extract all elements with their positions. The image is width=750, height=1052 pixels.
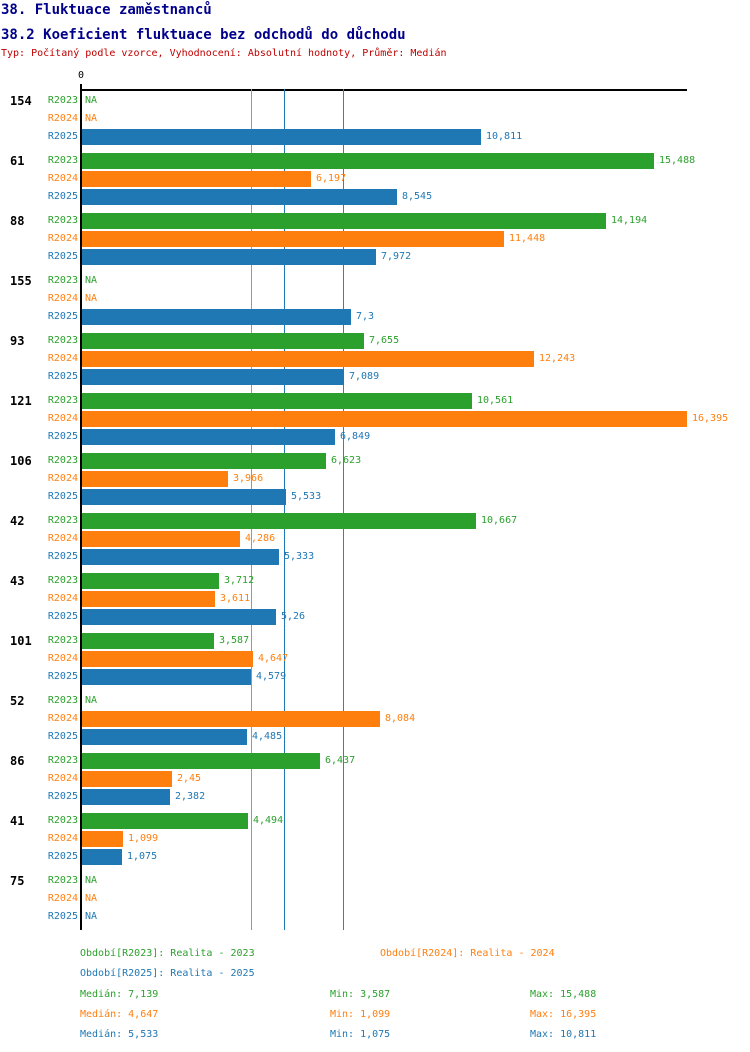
group-id-label: 154	[10, 94, 32, 108]
bar-R2024	[82, 651, 253, 667]
stat-min-1: Min: 1,099	[330, 1009, 391, 1020]
group-id-label: 106	[10, 454, 32, 468]
bar-row	[0, 890, 750, 908]
series-label-R2024: R2024	[47, 833, 78, 844]
bar-R2024	[82, 351, 534, 367]
bar-value-label: 16,395	[692, 413, 729, 424]
bar-row	[0, 428, 750, 446]
bar-R2024	[82, 171, 311, 187]
bar-value-label: 6,623	[331, 455, 362, 466]
stat-max-2: Max: 10,811	[530, 1029, 597, 1040]
bar-row	[0, 110, 750, 128]
bar-R2025	[82, 729, 247, 745]
bar-value-label: 2,45	[177, 773, 202, 784]
bar-value-label: 1,099	[128, 833, 159, 844]
bar-value-label: 4,579	[256, 671, 287, 682]
bar-row	[0, 350, 750, 368]
series-label-R2023: R2023	[47, 635, 78, 646]
na-value-label: NA	[85, 275, 98, 286]
group-id-label: 43	[10, 574, 25, 588]
legend-item-0: Období[R2023]: Realita - 2023	[80, 948, 255, 959]
bar-row	[0, 452, 750, 470]
bar-value-label: 3,966	[233, 473, 264, 484]
bar-group-101	[0, 632, 750, 686]
bar-value-label: 6,437	[325, 755, 356, 766]
bar-row	[0, 692, 750, 710]
bar-R2023	[82, 513, 476, 529]
stat-min-2: Min: 1,075	[330, 1029, 391, 1040]
bar-row	[0, 608, 750, 626]
bar-group-154	[0, 92, 750, 146]
series-label-R2024: R2024	[47, 233, 78, 244]
series-label-R2024: R2024	[47, 653, 78, 664]
bar-R2023	[82, 453, 326, 469]
series-label-R2024: R2024	[47, 713, 78, 724]
group-id-label: 75	[10, 874, 25, 888]
na-value-label: NA	[85, 875, 98, 886]
bar-row	[0, 872, 750, 890]
bar-group-106	[0, 452, 750, 506]
series-label-R2025: R2025	[47, 311, 78, 322]
bar-value-label: 7,089	[349, 371, 380, 382]
bar-value-label: 4,647	[258, 653, 289, 664]
series-label-R2024: R2024	[47, 473, 78, 484]
bar-row	[0, 332, 750, 350]
bar-value-label: 4,286	[245, 533, 276, 544]
group-id-label: 52	[10, 694, 25, 708]
bar-R2023	[82, 213, 606, 229]
bar-row	[0, 308, 750, 326]
series-label-R2023: R2023	[47, 815, 78, 826]
legend-item-1: Období[R2024]: Realita - 2024	[380, 948, 555, 959]
bar-value-label: 15,488	[659, 155, 696, 166]
bar-row	[0, 830, 750, 848]
series-label-R2025: R2025	[47, 611, 78, 622]
na-value-label: NA	[85, 893, 98, 904]
na-value-label: NA	[85, 911, 98, 922]
bar-group-155	[0, 272, 750, 326]
bar-row	[0, 410, 750, 428]
bar-row	[0, 548, 750, 566]
stat-max-1: Max: 16,395	[530, 1009, 597, 1020]
bar-R2025	[82, 429, 335, 445]
bar-value-label: 7,3	[356, 311, 375, 322]
bar-value-label: 3,611	[220, 593, 251, 604]
page-subtitle: 38.2 Koeficient fluktuace bez odchodů do důchodu	[1, 27, 406, 43]
series-label-R2025: R2025	[47, 851, 78, 862]
bar-value-label: 8,545	[402, 191, 433, 202]
series-label-R2024: R2024	[47, 893, 78, 904]
bar-value-label: 7,972	[381, 251, 412, 262]
bar-row	[0, 848, 750, 866]
series-label-R2025: R2025	[47, 731, 78, 742]
series-label-R2025: R2025	[47, 191, 78, 202]
bar-R2025	[82, 249, 376, 265]
bar-R2023	[82, 333, 364, 349]
series-label-R2025: R2025	[47, 491, 78, 502]
bar-row	[0, 470, 750, 488]
bar-value-label: 5,26	[281, 611, 306, 622]
bar-R2024	[82, 471, 228, 487]
stat-median-2: Medián: 5,533	[80, 1029, 159, 1040]
bar-value-label: 3,587	[219, 635, 250, 646]
series-label-R2025: R2025	[47, 791, 78, 802]
series-label-R2024: R2024	[47, 173, 78, 184]
bar-R2025	[82, 789, 170, 805]
bar-row	[0, 908, 750, 926]
series-label-R2024: R2024	[47, 773, 78, 784]
bar-R2025	[82, 189, 397, 205]
series-label-R2023: R2023	[47, 575, 78, 586]
bar-R2025	[82, 609, 276, 625]
group-id-label: 101	[10, 634, 32, 648]
bar-chart-rows	[0, 92, 750, 932]
chart-info-line: Typ: Počítaný podle vzorce, Vyhodnocení: Absolutní hodnoty, Průměr: Medián	[1, 48, 447, 59]
bar-group-42	[0, 512, 750, 566]
na-value-label: NA	[85, 695, 98, 706]
bar-value-label: 10,811	[486, 131, 523, 142]
bar-group-75	[0, 872, 750, 926]
bar-row	[0, 230, 750, 248]
bar-value-label: 7,655	[369, 335, 400, 346]
bar-R2025	[82, 489, 286, 505]
bar-row	[0, 668, 750, 686]
series-label-R2024: R2024	[47, 353, 78, 364]
bar-row	[0, 368, 750, 386]
group-id-label: 42	[10, 514, 25, 528]
bar-row	[0, 248, 750, 266]
bar-R2024	[82, 771, 172, 787]
bar-row	[0, 710, 750, 728]
bar-row	[0, 170, 750, 188]
bar-value-label: 10,667	[481, 515, 518, 526]
series-label-R2025: R2025	[47, 131, 78, 142]
bar-group-41	[0, 812, 750, 866]
bar-row	[0, 392, 750, 410]
bar-group-88	[0, 212, 750, 266]
bar-R2025	[82, 369, 344, 385]
bar-R2025	[82, 669, 251, 685]
bar-group-61	[0, 152, 750, 206]
bar-group-52	[0, 692, 750, 746]
series-label-R2023: R2023	[47, 335, 78, 346]
series-label-R2023: R2023	[47, 95, 78, 106]
series-label-R2023: R2023	[47, 215, 78, 226]
bar-value-label: 3,712	[224, 575, 255, 586]
series-label-R2025: R2025	[47, 371, 78, 382]
series-label-R2024: R2024	[47, 533, 78, 544]
bar-value-label: 5,333	[284, 551, 315, 562]
bar-value-label: 12,243	[539, 353, 576, 364]
bar-group-86	[0, 752, 750, 806]
series-label-R2024: R2024	[47, 413, 78, 424]
bar-R2024	[82, 711, 380, 727]
bar-value-label: 14,194	[611, 215, 648, 226]
bar-R2025	[82, 129, 481, 145]
group-id-label: 121	[10, 394, 32, 408]
series-label-R2023: R2023	[47, 875, 78, 886]
group-id-label: 88	[10, 214, 25, 228]
bar-row	[0, 728, 750, 746]
bar-R2025	[82, 549, 279, 565]
series-label-R2024: R2024	[47, 113, 78, 124]
bar-R2024	[82, 591, 215, 607]
series-label-R2023: R2023	[47, 515, 78, 526]
bar-R2023	[82, 633, 214, 649]
series-label-R2023: R2023	[47, 695, 78, 706]
bar-value-label: 1,075	[127, 851, 158, 862]
page-title: 38. Fluktuace zaměstnanců	[1, 2, 212, 18]
series-label-R2023: R2023	[47, 455, 78, 466]
bar-value-label: 6,849	[340, 431, 371, 442]
stat-max-0: Max: 15,488	[530, 989, 597, 1000]
series-label-R2025: R2025	[47, 251, 78, 262]
stat-min-0: Min: 3,587	[330, 989, 391, 1000]
legend-item-2: Období[R2025]: Realita - 2025	[80, 968, 255, 979]
bar-row	[0, 272, 750, 290]
bar-value-label: 4,494	[253, 815, 284, 826]
axis-zero-tick-label: 0	[77, 70, 85, 81]
bar-row	[0, 530, 750, 548]
bar-value-label: 2,382	[175, 791, 206, 802]
bar-R2024	[82, 831, 123, 847]
bar-R2023	[82, 753, 320, 769]
bar-row	[0, 152, 750, 170]
bar-R2024	[82, 411, 687, 427]
na-value-label: NA	[85, 95, 98, 106]
bar-row	[0, 590, 750, 608]
group-id-label: 155	[10, 274, 32, 288]
series-label-R2024: R2024	[47, 293, 78, 304]
series-label-R2025: R2025	[47, 551, 78, 562]
group-id-label: 61	[10, 154, 25, 168]
bar-row	[0, 632, 750, 650]
bar-row	[0, 488, 750, 506]
bar-group-93	[0, 332, 750, 386]
group-id-label: 86	[10, 754, 25, 768]
bar-value-label: 4,485	[252, 731, 283, 742]
group-id-label: 93	[10, 334, 25, 348]
bar-group-43	[0, 572, 750, 626]
bar-R2025	[82, 849, 122, 865]
bar-row	[0, 770, 750, 788]
na-value-label: NA	[85, 293, 98, 304]
series-label-R2024: R2024	[47, 593, 78, 604]
bar-R2023	[82, 573, 219, 589]
bar-row	[0, 512, 750, 530]
bar-row	[0, 788, 750, 806]
bar-value-label: 11,448	[509, 233, 546, 244]
bar-row	[0, 290, 750, 308]
bar-value-label: 10,561	[477, 395, 514, 406]
series-label-R2025: R2025	[47, 671, 78, 682]
stat-median-0: Medián: 7,139	[80, 989, 159, 1000]
bar-group-121	[0, 392, 750, 446]
series-label-R2025: R2025	[47, 911, 78, 922]
bar-R2023	[82, 393, 472, 409]
bar-R2023	[82, 153, 654, 169]
bar-value-label: 5,533	[291, 491, 322, 502]
bar-row	[0, 212, 750, 230]
bar-row	[0, 650, 750, 668]
series-label-R2023: R2023	[47, 275, 78, 286]
bar-row	[0, 812, 750, 830]
series-label-R2023: R2023	[47, 395, 78, 406]
bar-value-label: 6,197	[316, 173, 347, 184]
series-label-R2023: R2023	[47, 755, 78, 766]
bar-R2024	[82, 531, 240, 547]
bar-R2025	[82, 309, 351, 325]
bar-R2023	[82, 813, 248, 829]
na-value-label: NA	[85, 113, 98, 124]
bar-value-label: 8,084	[385, 713, 416, 724]
series-label-R2025: R2025	[47, 431, 78, 442]
series-label-R2023: R2023	[47, 155, 78, 166]
bar-R2024	[82, 231, 504, 247]
bar-row	[0, 752, 750, 770]
bar-row	[0, 92, 750, 110]
bar-row	[0, 188, 750, 206]
bar-row	[0, 572, 750, 590]
group-id-label: 41	[10, 814, 25, 828]
stat-median-1: Medián: 4,647	[80, 1009, 159, 1020]
bar-row	[0, 128, 750, 146]
axis-top-line	[81, 89, 687, 91]
